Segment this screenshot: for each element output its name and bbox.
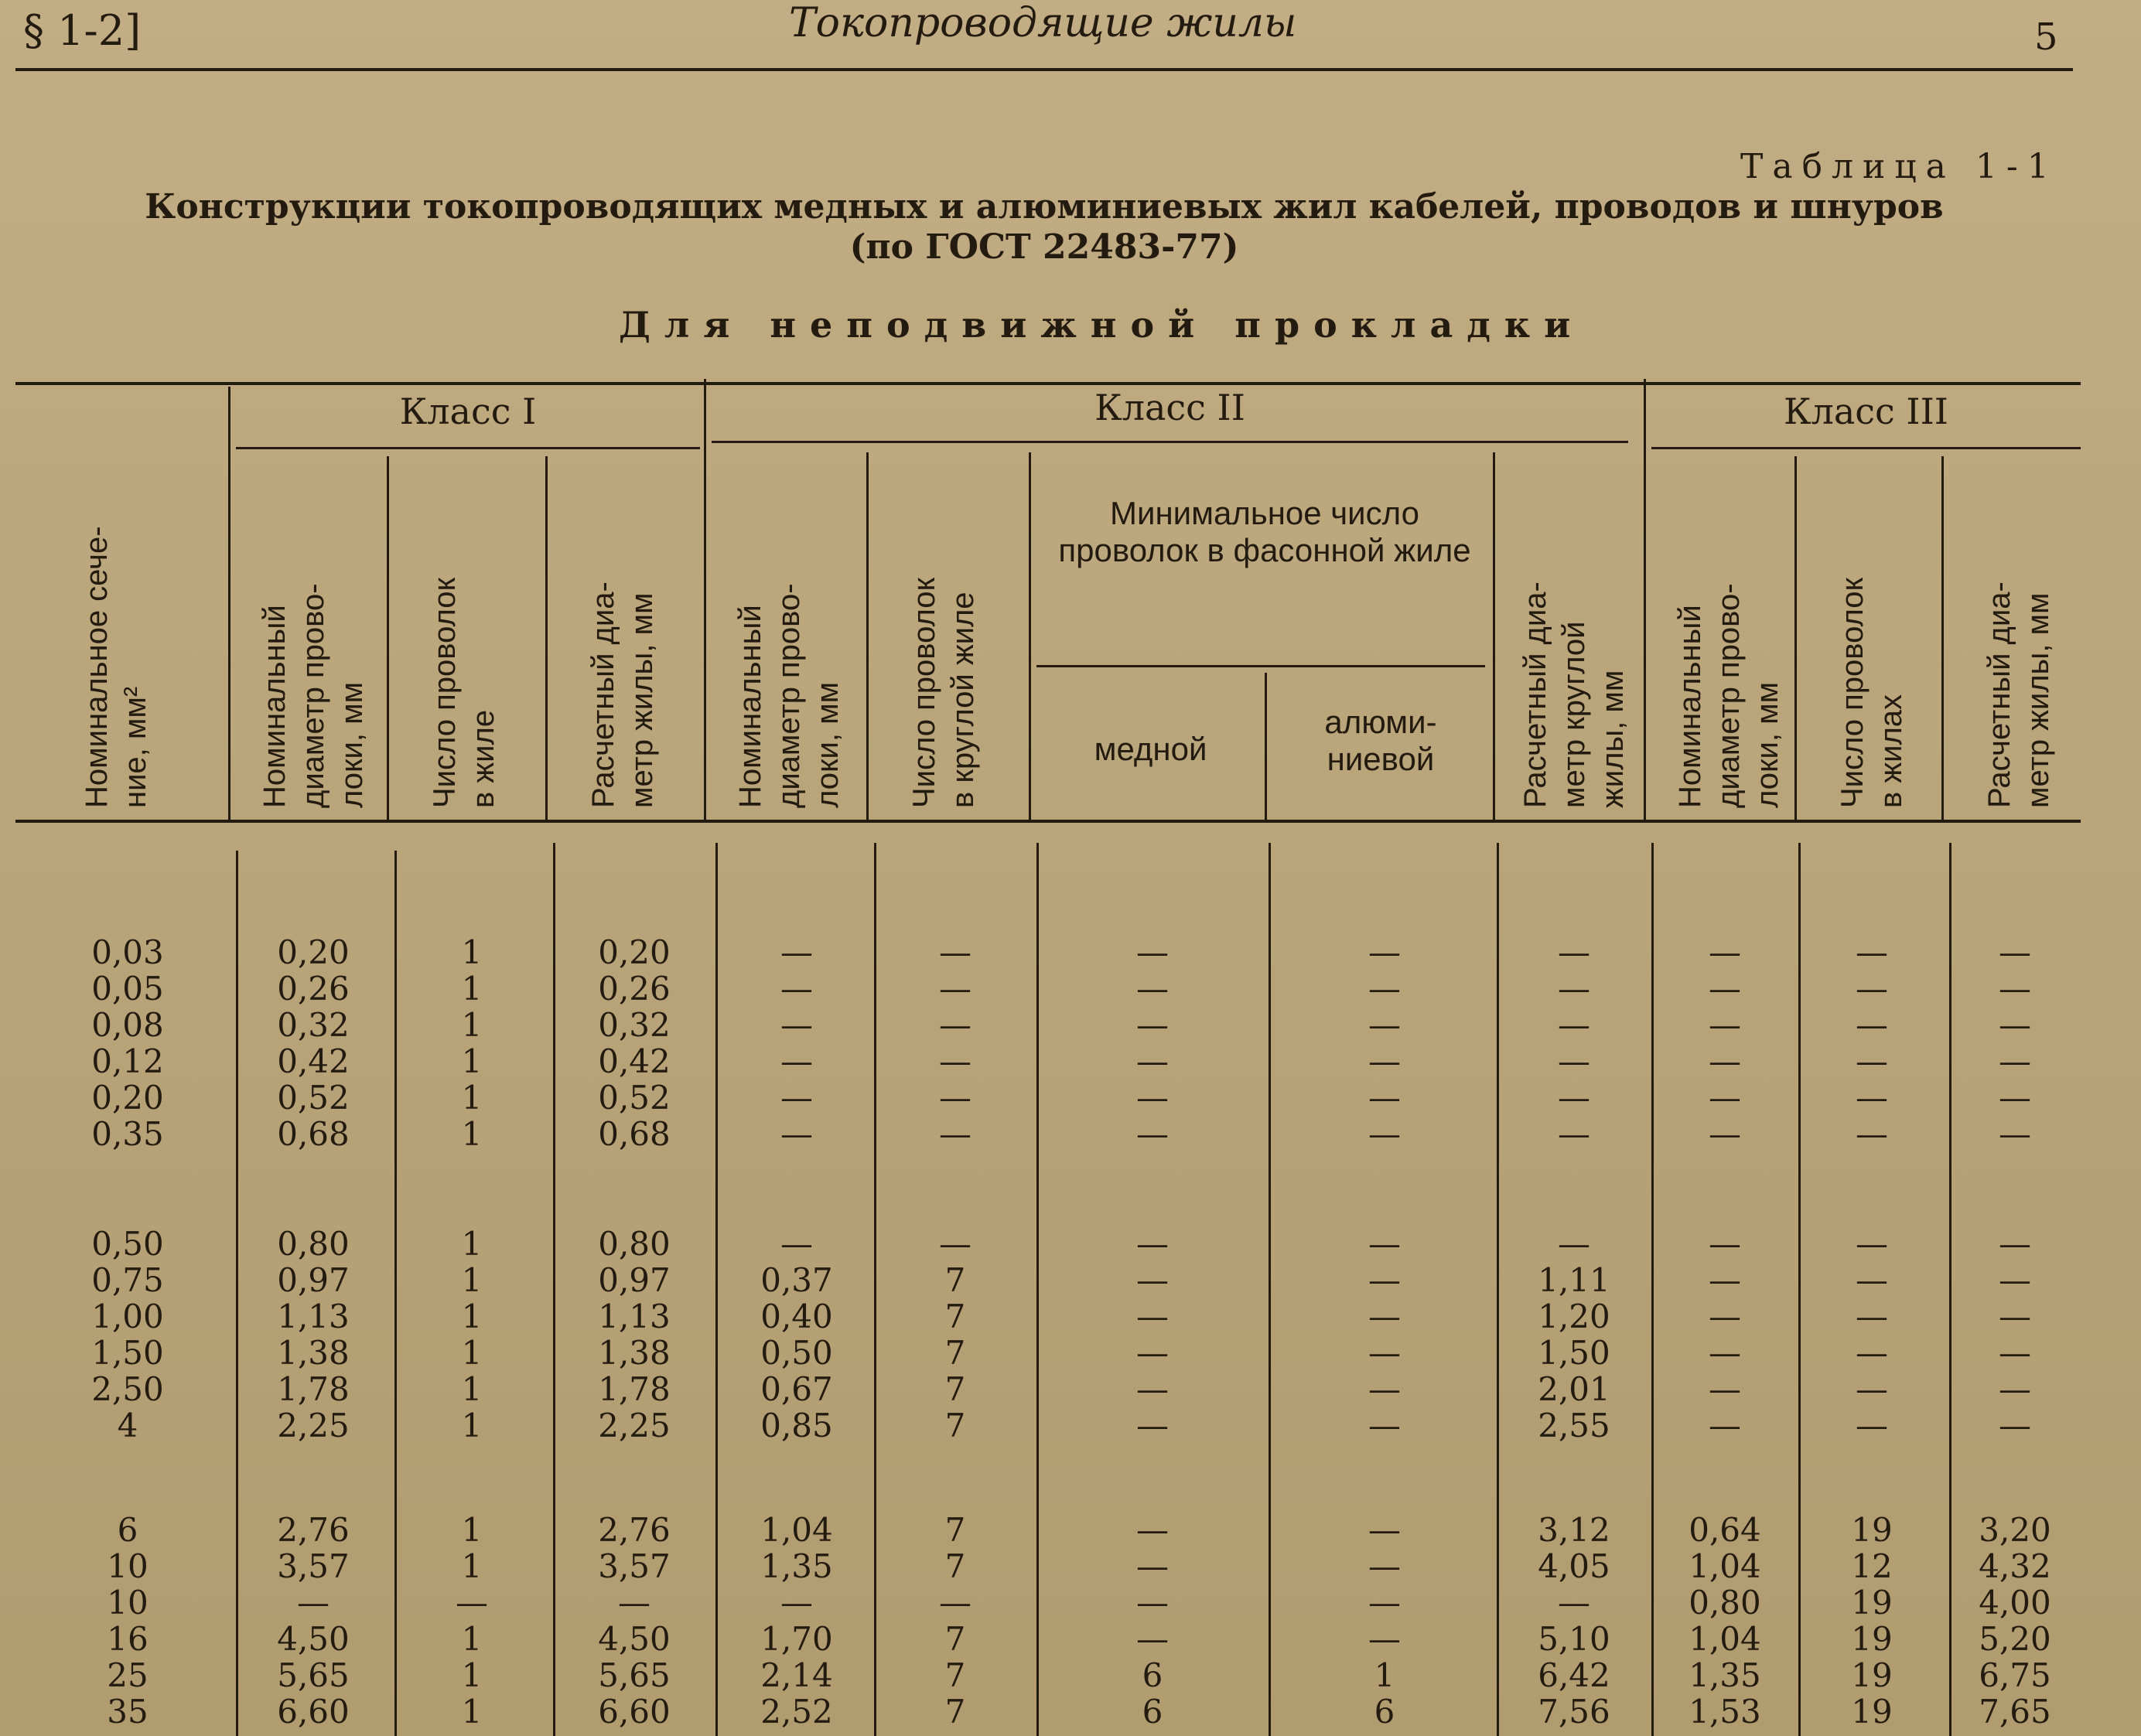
table-cell: 3,20: [1979, 1511, 2051, 1549]
table-cell: —: [1368, 1042, 1401, 1080]
table-cell: 1: [461, 1407, 483, 1444]
table-cell: —: [1999, 1407, 2031, 1444]
table-cell: 5,65: [277, 1656, 350, 1694]
table-cell: —: [1709, 1370, 1741, 1408]
header-rule: [15, 68, 2073, 71]
table-cell: 0,67: [760, 1370, 833, 1408]
table-cell: 19: [1851, 1620, 1893, 1658]
col-divider: [1941, 456, 1944, 820]
table-cell: 1,11: [1538, 1261, 1610, 1299]
table-cell: —: [618, 1584, 650, 1622]
col-divider: [1265, 673, 1267, 820]
table-cell: —: [1368, 970, 1401, 1008]
table-cell: —: [1709, 1334, 1741, 1372]
table-cell: —: [1709, 970, 1741, 1008]
table-cell: 1: [461, 1298, 483, 1335]
table-cell: —: [1856, 1079, 1888, 1117]
table-cell: —: [1136, 1407, 1169, 1444]
table-cell: —: [1136, 970, 1169, 1008]
header-line: метр жилы, мм: [2021, 592, 2055, 808]
col-divider: [1644, 379, 1646, 820]
table-cell: 35: [107, 1693, 149, 1731]
table-cell: 0,42: [598, 1042, 671, 1080]
table-cell: 1,70: [760, 1620, 833, 1658]
table-cell: —: [1856, 1334, 1888, 1372]
table-cell: 7: [944, 1298, 966, 1335]
table-cell: —: [1709, 933, 1741, 971]
table-cell: 1: [461, 1370, 483, 1408]
table-cell: 1,13: [598, 1298, 671, 1335]
table-cell: —: [1368, 1511, 1401, 1549]
table-cell: —: [780, 1006, 813, 1044]
table-cell: —: [780, 933, 813, 971]
class-1-label: Класс I: [399, 391, 537, 432]
table-cell: —: [1136, 1006, 1169, 1044]
table-caption: [116, 187, 1972, 268]
min-count-underline: [1036, 665, 1485, 667]
table-cell: 2,50: [91, 1370, 164, 1408]
class-3-label: Класс III: [1784, 391, 1948, 432]
body-divider: [874, 843, 876, 1736]
table-cell: 0,32: [277, 1006, 350, 1044]
header-line: диаметр прово-: [772, 583, 806, 808]
header-line: Расчетный диа-: [1518, 582, 1552, 808]
table-cell: —: [780, 970, 813, 1008]
header-bottom-rule: [15, 820, 2081, 823]
table-cell: 5,20: [1979, 1620, 2051, 1658]
table-cell: 1: [461, 1079, 483, 1117]
table-cell: —: [1136, 1042, 1169, 1080]
col-c2-aluminium-header: алюми-ниевой: [1324, 704, 1437, 777]
table-cell: 19: [1851, 1656, 1893, 1694]
table-subtitle: Для неподвижной прокладки: [619, 304, 1585, 346]
header-line: Номинальный: [258, 605, 292, 808]
table-cell: —: [1999, 1225, 2031, 1263]
table-cell: 1,50: [91, 1334, 164, 1372]
table-cell: 0,85: [760, 1407, 833, 1444]
table-cell: 2,52: [760, 1693, 833, 1731]
table-cell: —: [1368, 1298, 1401, 1335]
body-divider: [1798, 843, 1801, 1736]
table-cell: —: [1368, 1079, 1401, 1117]
table-cell: 0,32: [598, 1006, 671, 1044]
header-line: Число проволок: [907, 577, 941, 808]
body-divider: [1497, 843, 1499, 1736]
table-cell: 1: [461, 1620, 483, 1658]
table-cell: 2,55: [1538, 1407, 1610, 1444]
table-cell: 1,04: [760, 1511, 833, 1549]
table-cell: 6,60: [598, 1693, 671, 1731]
table-cell: —: [1136, 1298, 1169, 1335]
header-line: метр круглой: [1557, 621, 1591, 808]
col-c2-calc-diameter-header: [1516, 582, 1632, 808]
table-cell: 0,97: [277, 1261, 350, 1299]
table-cell: 25: [107, 1656, 149, 1694]
table-cell: 1: [461, 1511, 483, 1549]
table-cell: —: [1856, 1006, 1888, 1044]
table-cell: —: [780, 1042, 813, 1080]
table-cell: 0,80: [277, 1225, 350, 1263]
col-nominal-section-header: [77, 526, 155, 808]
col-divider: [704, 379, 706, 820]
header-line: локи, мм: [335, 681, 369, 808]
table-cell: —: [1999, 1079, 2031, 1117]
table-cell: 1: [461, 1261, 483, 1299]
table-cell: 1: [461, 1334, 483, 1372]
table-cell: 0,80: [1689, 1584, 1761, 1622]
header-line: Число проволок: [1835, 577, 1870, 808]
running-title: Токопроводящие жилы: [789, 0, 1297, 46]
table-cell: 1,38: [598, 1334, 671, 1372]
table-cell: —: [1999, 1006, 2031, 1044]
table-cell: 4,05: [1538, 1547, 1610, 1585]
table-cell: —: [1709, 1042, 1741, 1080]
col-c2-wire-count-header: [905, 578, 982, 808]
table-cell: 2,76: [598, 1511, 671, 1549]
class1-underline: [236, 447, 700, 449]
table-cell: 7,56: [1538, 1693, 1610, 1731]
table-cell: —: [1368, 1407, 1401, 1444]
table-cell: 3,57: [598, 1547, 671, 1585]
table-cell: —: [1368, 1370, 1401, 1408]
body-divider: [1651, 843, 1654, 1736]
table-cell: 1,13: [277, 1298, 350, 1335]
header-line: Расчетный диа-: [1982, 582, 2016, 808]
table-cell: —: [780, 1225, 813, 1263]
col-c3-wire-diameter-header: [1671, 583, 1787, 808]
table-cell: 2,01: [1538, 1370, 1610, 1408]
table-cell: 0,75: [91, 1261, 164, 1299]
class3-underline: [1651, 447, 2081, 449]
col-c2-copper-header: медной: [1094, 731, 1207, 767]
col-divider: [866, 452, 869, 820]
col-divider: [545, 456, 548, 820]
table-cell: 7: [944, 1334, 966, 1372]
table-cell: —: [1999, 933, 2031, 971]
col-c1-wire-count-header: [425, 578, 503, 808]
table-cell: 6: [1142, 1656, 1163, 1694]
table-cell: 1,78: [277, 1370, 350, 1408]
table-cell: —: [1368, 1006, 1401, 1044]
table-cell: 0,26: [277, 970, 350, 1008]
table-cell: —: [1856, 933, 1888, 971]
table-cell: —: [1368, 1334, 1401, 1372]
table-cell: 0,42: [277, 1042, 350, 1080]
table-cell: —: [1709, 1079, 1741, 1117]
table-cell: 2,76: [277, 1511, 350, 1549]
table-cell: —: [1136, 1370, 1169, 1408]
table-cell: —: [1136, 1547, 1169, 1585]
header-line: в жиле: [466, 709, 500, 808]
table-cell: 6: [1142, 1693, 1163, 1731]
table-cell: 5,10: [1538, 1620, 1610, 1658]
table-cell: 12: [1851, 1547, 1893, 1585]
header-line: локи, мм: [811, 681, 845, 808]
header-line: Число проволок: [428, 577, 462, 808]
table-cell: —: [1368, 1225, 1401, 1263]
table-cell: 19: [1851, 1693, 1893, 1731]
col-divider: [1029, 452, 1031, 820]
table-cell: —: [780, 1584, 813, 1622]
table-top-rule: [15, 382, 2081, 385]
col-divider: [387, 456, 389, 820]
table-cell: —: [1999, 1261, 2031, 1299]
table-cell: 4,50: [598, 1620, 671, 1658]
table-cell: —: [1856, 1407, 1888, 1444]
table-cell: —: [1709, 1261, 1741, 1299]
table-cell: 3,12: [1538, 1511, 1610, 1549]
table-cell: —: [1999, 1042, 2031, 1080]
table-cell: —: [1856, 970, 1888, 1008]
class2-underline: [712, 441, 1628, 443]
table-number: Таблица 1-1: [1740, 147, 2058, 186]
table-cell: 1,04: [1689, 1620, 1761, 1658]
table-cell: 0,20: [91, 1079, 164, 1117]
section-marker: § 1-2]: [23, 6, 142, 55]
table-cell: 7: [944, 1547, 966, 1585]
header-line: диаметр прово-: [1712, 583, 1746, 808]
table-cell: —: [1136, 1079, 1169, 1117]
table-cell: 0,37: [760, 1261, 833, 1299]
table-cell: 1: [461, 1225, 483, 1263]
table-cell: 19: [1851, 1511, 1893, 1549]
table-cell: 0,12: [91, 1042, 164, 1080]
body-divider: [715, 843, 718, 1736]
table-cell: —: [1999, 1370, 2031, 1408]
header-line: Номинальное сече-: [80, 526, 114, 808]
col-c1-calc-diameter-header: [584, 582, 661, 808]
col-c2-min-count-group-header: Минимальное число проволок в фасонной жиле: [1058, 495, 1471, 568]
table-cell: 0,40: [760, 1298, 833, 1335]
table-cell: —: [1709, 1407, 1741, 1444]
table-cell: —: [1856, 1370, 1888, 1408]
table-cell: 1: [461, 1693, 483, 1731]
table-cell: —: [939, 970, 971, 1008]
table-cell: 2,25: [598, 1407, 671, 1444]
table-cell: 0,68: [277, 1115, 350, 1153]
table-cell: —: [1558, 1115, 1590, 1153]
table-cell: 10: [107, 1584, 149, 1622]
header-line: жилы, мм: [1596, 670, 1630, 808]
table-cell: 1: [461, 933, 483, 971]
table-cell: 7: [944, 1511, 966, 1549]
table-cell: —: [1368, 933, 1401, 971]
table-cell: 1: [461, 1656, 483, 1694]
table-cell: 0,50: [91, 1225, 164, 1263]
header-line: Расчетный диа-: [586, 582, 620, 808]
table-cell: 7: [944, 1407, 966, 1444]
table-cell: 0,20: [277, 933, 350, 971]
table-cell: 6: [117, 1511, 138, 1549]
header-line: в жилах: [1874, 694, 1908, 808]
table-cell: 0,50: [760, 1334, 833, 1372]
col-c3-calc-diameter-header: [1980, 582, 2057, 808]
table-cell: —: [1999, 970, 2031, 1008]
table-cell: —: [1136, 1225, 1169, 1263]
table-cell: —: [1368, 1115, 1401, 1153]
table-cell: —: [1368, 1584, 1401, 1622]
table-cell: 0,52: [598, 1079, 671, 1117]
table-cell: —: [1999, 1298, 2031, 1335]
table-cell: 0,08: [91, 1006, 164, 1044]
table-cell: —: [939, 933, 971, 971]
header-line: метр жилы, мм: [625, 592, 659, 808]
table-cell: 1,78: [598, 1370, 671, 1408]
table-cell: —: [1136, 1584, 1169, 1622]
table-cell: 4: [117, 1407, 138, 1444]
table-cell: 6,42: [1538, 1656, 1610, 1694]
table-cell: 1: [461, 1006, 483, 1044]
table-cell: 1: [461, 1115, 483, 1153]
table-cell: —: [1558, 1079, 1590, 1117]
table-cell: —: [1136, 1511, 1169, 1549]
caption-line-1: Конструкции токопроводящих медных и алюминиевых жил кабелей, проводов и шнуров: [145, 187, 1944, 227]
table-cell: 19: [1851, 1584, 1893, 1622]
table-cell: 7: [944, 1656, 966, 1694]
table-cell: —: [1856, 1042, 1888, 1080]
table-cell: 0,35: [91, 1115, 164, 1153]
table-cell: —: [1136, 1115, 1169, 1153]
table-cell: 2,25: [277, 1407, 350, 1444]
body-divider: [1036, 843, 1039, 1736]
col-c2-wire-diameter-header: [731, 583, 847, 808]
table-cell: 4,00: [1979, 1584, 2051, 1622]
table-cell: —: [1136, 1261, 1169, 1299]
table-cell: 1: [461, 1547, 483, 1585]
table-cell: —: [1558, 933, 1590, 971]
table-cell: 2,14: [760, 1656, 833, 1694]
table-cell: —: [456, 1584, 488, 1622]
table-cell: 1: [461, 1042, 483, 1080]
table-cell: 1,20: [1538, 1298, 1610, 1335]
body-divider: [236, 851, 238, 1736]
table-cell: —: [1368, 1620, 1401, 1658]
body-divider: [394, 851, 397, 1736]
table-cell: —: [297, 1584, 330, 1622]
table-cell: 4,50: [277, 1620, 350, 1658]
header-line: в круглой жиле: [946, 592, 980, 808]
table-cell: 6,60: [277, 1693, 350, 1731]
table-cell: —: [1558, 970, 1590, 1008]
table-cell: 7: [944, 1620, 966, 1658]
header-line: диаметр прово-: [296, 583, 330, 808]
table-cell: —: [780, 1079, 813, 1117]
table-cell: 1,00: [91, 1298, 164, 1335]
table-cell: 1,35: [760, 1547, 833, 1585]
table-cell: —: [939, 1042, 971, 1080]
table-cell: 6,75: [1979, 1656, 2051, 1694]
table-cell: 0,97: [598, 1261, 671, 1299]
table-cell: 0,68: [598, 1115, 671, 1153]
table-cell: 7: [944, 1261, 966, 1299]
table-cell: 4,32: [1979, 1547, 2051, 1585]
table-cell: —: [1856, 1115, 1888, 1153]
table-cell: —: [1368, 1547, 1401, 1585]
table-cell: —: [1558, 1006, 1590, 1044]
table-cell: —: [1709, 1298, 1741, 1335]
table-cell: 7,65: [1979, 1693, 2051, 1731]
table-cell: 5,65: [598, 1656, 671, 1694]
table-cell: 0,26: [598, 970, 671, 1008]
table-cell: —: [1558, 1042, 1590, 1080]
table-cell: —: [939, 1225, 971, 1263]
col-c1-wire-diameter-header: [255, 583, 371, 808]
table-cell: —: [1999, 1334, 2031, 1372]
table-cell: 0,20: [598, 933, 671, 971]
page-number: 5: [2034, 15, 2058, 59]
table-cell: —: [1558, 1225, 1590, 1263]
table-cell: —: [1856, 1225, 1888, 1263]
table-cell: 16: [107, 1620, 149, 1658]
table-cell: —: [1709, 1225, 1741, 1263]
col-divider: [1493, 452, 1495, 820]
table-cell: —: [1368, 1261, 1401, 1299]
table-cell: 3,57: [277, 1547, 350, 1585]
table-cell: —: [1136, 1334, 1169, 1372]
table-cell: —: [1558, 1584, 1590, 1622]
table-cell: 0,03: [91, 933, 164, 971]
table-cell: —: [939, 1115, 971, 1153]
table-cell: —: [1709, 1006, 1741, 1044]
table-cell: —: [1999, 1115, 2031, 1153]
table-cell: 0,52: [277, 1079, 350, 1117]
caption-line-2: (по ГОСТ 22483-77): [849, 227, 1239, 267]
table-cell: —: [1709, 1115, 1741, 1153]
header-line: ние, мм²: [118, 686, 152, 808]
table-cell: 7: [944, 1370, 966, 1408]
table-cell: 0,05: [91, 970, 164, 1008]
col-divider: [228, 387, 230, 820]
table-cell: —: [939, 1006, 971, 1044]
header-line: Номинальный: [733, 605, 767, 808]
table-cell: 1: [1374, 1656, 1395, 1694]
header-line: Номинальный: [1673, 605, 1707, 808]
table-cell: —: [780, 1115, 813, 1153]
table-cell: —: [1136, 1620, 1169, 1658]
header-line: локи, мм: [1750, 681, 1784, 808]
table-cell: —: [1856, 1261, 1888, 1299]
col-divider: [1794, 456, 1797, 820]
table-cell: 1,53: [1689, 1693, 1761, 1731]
table-cell: 1,38: [277, 1334, 350, 1372]
table-cell: 1,04: [1689, 1547, 1761, 1585]
table-cell: 1,50: [1538, 1334, 1610, 1372]
table-cell: 0,64: [1689, 1511, 1761, 1549]
table-cell: 0,80: [598, 1225, 671, 1263]
table-cell: 10: [107, 1547, 149, 1585]
table-cell: 1: [461, 970, 483, 1008]
table-cell: 7: [944, 1693, 966, 1731]
table-cell: 1,35: [1689, 1656, 1761, 1694]
class-2-label: Класс II: [1094, 387, 1245, 428]
col-c3-wire-count-header: [1833, 578, 1911, 808]
table-cell: —: [1136, 933, 1169, 971]
table-cell: 6: [1374, 1693, 1395, 1731]
body-divider: [553, 843, 555, 1736]
table-cell: —: [1856, 1298, 1888, 1335]
body-divider: [1269, 843, 1271, 1736]
table-cell: —: [939, 1079, 971, 1117]
table-cell: —: [939, 1584, 971, 1622]
